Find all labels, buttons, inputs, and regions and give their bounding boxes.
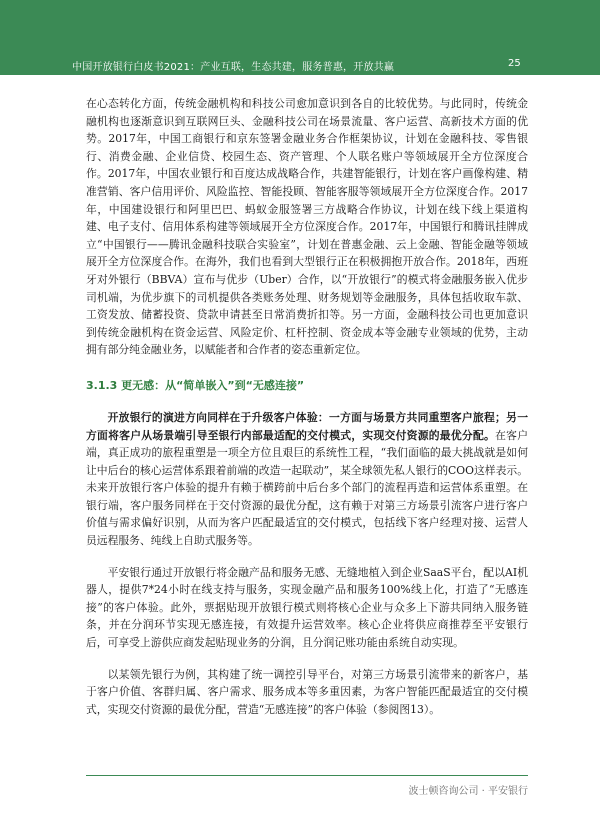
paragraph-3: 以某领先银行为例，其构建了统一调控引导平台，对第三方场景引流带来的新客户，基于客户价值、客群归属、客户需求、服务成本等多重因素，为客户智能匹配最适宜的交付模式，实现交付资源的最优分配，营造“无感连接”的客户体验（参阅图13）。 [86,667,528,716]
footer-credit: 波士顿咨询公司 · 平安银行 [408,786,528,797]
paragraph-1-body: 在客户端，真正成功的旅程重塑是一项全方位且艰巨的系统性工程，“我们面临的最大挑战就是如何让中后台的核心运营体系跟着前端的改造一起联动”，某全球领先私人银行的COO这样表示。未来开放银行客户体验的提升有赖于横跨前中后台多个部门的流程再造和运营体系重塑。在银行端，客户服务同样在于交付资源的最优分配，这有赖于对第三方场景引流客户进行客户价值与需求偏好识别，从而为客户匹配最适宜的交付模式，包括线下客户经理对接、运营人员远程服务、纯线上自助式服务等。 [86,428,529,548]
paragraph-2: 平安银行通过开放银行将金融产品和服务无感、无缝地植入到企业SaaS平台，配以AI机器人，提供7*24小时在线支持与服务，实现金融产品和服务100%线上化，打造了“无感连接”的客户体验。此外，票据贴现开放银行模式则将核心企业与众多上下游共同纳入服务链条，并在分润环节实现无感连接，有效提升运营效率。核心企业将供应商推荐至平安银行后，可享受上游供应商发起贴现业务的分润，且分润记账功能由系统自动实现。 [86,565,528,650]
header-title: 中国开放银行白皮书2021：产业互联，生态共建，服务普惠，开放共赢 [72,62,395,73]
page-number: 25 [508,58,521,69]
paragraph-1-lead: 开放银行的演进方向同样在于升级客户体验：一方面与场景方共同重塑客户旅程；另一方面将客户从场景端引导至银行内部最适配的交付模式，实现交付资源的最优分配。 [86,410,528,442]
footer-rule [86,775,528,776]
page-content [86,95,528,732]
intro-paragraph: 在心态转化方面，传统金融机构和科技公司愈加意识到各自的比较优势。与此同时，传统金融机构也逐渐意识到互联网巨头、金融科技公司在场景流量、客户运营、高新技术方面的优势。2017年，中国工商银行和京东签署金融业务合作框架协议，计划在金融科技、零售银行、消费金融、企业信贷、校园生态、资产管理、个人联名账户等领域展开全方位深度合作。2017年，中国农业银行和百度达成战略合作，共建智能银行，计划在客户画像构建、精准营销、客户信用评价、风险监控、智能投顾、智能客服等领域展开全方位深度合作。2017年，中国建设银行和阿里巴巴、蚂蚁金服签署三方战略合作协议，计划在线下线上渠道构建、电子支付、信用体系构建等领域展开全方位深度合作。2017年，中国银行和腾讯挂牌成立“中国银行——腾讯金融科技联合实验室”，计划在普惠金融、云上金融、智能金融等领域展开全方位深度合作。在海外，我们也看到大型银行正在积极拥抱开放合作。2018年，西班牙对外银行（BBVA）宣布与优步（Uber）合作，以“开放银行”的模式将金融服务嵌入优步司机端，为优步旗下的司机提供各类账务处理、财务规划等金融服务，具体包括收取车款、工资发放、储蓄投资、贷款申请甚至日常消费折扣等。另一方面，金融科技公司也更加意识到传统金融机构在资金运营、风险定价、杠杆控制、资金成本等金融专业领域的优势，主动拥有部分纯金融业务，以赋能者和合作者的姿态重新定位。 [86,97,528,357]
section-heading: 3.1.3 更无感：从“简单嵌入”到“无感连接” [86,378,305,392]
paragraph-1 [86,409,528,550]
